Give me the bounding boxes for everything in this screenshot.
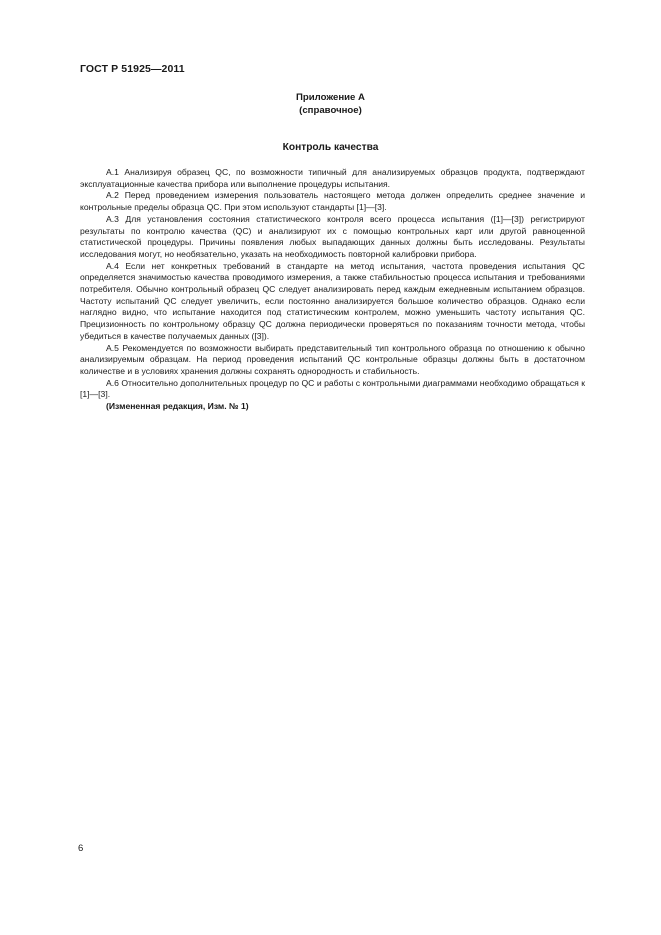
paragraph-a6: А.6 Относительно дополнительных процедур по QC и работы с контрольными диаграммами необходимо обращаться к [1]—[3]. <box>80 377 585 400</box>
document-body <box>80 167 585 413</box>
appendix-label: Приложение А <box>296 92 365 103</box>
amendment-note: (Измененная редакция, Изм. № 1) <box>106 401 249 412</box>
appendix-type: (справочное) <box>299 104 362 116</box>
paragraph-a1: А.1 Анализируя образец QC, по возможности типичный для анализируемых образцов продукта, подтверждают эксплуатационные качества прибора или выполнение процедуры испытания. <box>80 167 585 189</box>
paragraph-a2: А.2 Перед проведением измерения пользователь настоящего метода должен определить среднее значение и контрольные пределы образца QC. При этом используют стандарты [1]—[3]. <box>80 190 585 213</box>
section-title: Контроль качества <box>282 142 379 153</box>
page-number: 6 <box>78 843 84 854</box>
paragraph-a5: А.5 Рекомендуется по возможности выбирать представительный тип контрольного образца по отношению к обычно анализируемым образцам. На период проведения испытаний QC контрольные образцы должны быть в достаточном количестве и в условиях хранения должны сохранять однородность и стабильность. <box>80 342 585 376</box>
paragraph-a4: А.4 Если нет конкретных требований в стандарте на метод испытания, частота проведения испытания QC определяется значимостью качества проводимого измерения, а также стабильностью процесса испытания и требованиями потребителя. Обычно контрольный образец QC следует анализировать перед каждым ежедневным испытанием образцов. Частоту испытаний QC следует увеличить, если постоянно анализируется большое количество образцов. Однако если наглядно видно, что испытание находится под статистическим контролем, можно уменьшить частоту испытания QC. Прецизионность по контрольному образцу QC должна периодически проверяться по показаниям точности метода, чтобы убедиться в качестве получаемых данных ([3]). <box>80 260 585 341</box>
paragraph-a3: А.3 Для установления состояния статистического контроля всего процесса испытания ([1]—[3]) регистрируют результаты по контролю качества (QC) и анализируют их с помощью контрольных карт или другой равноценной статистической процедуры. Причины появления любых выпадающих данных должны быть исследованы. Результаты исследования могут, но необязательно, указать на необходимость повторной калибровки прибора. <box>80 213 585 259</box>
appendix-heading <box>0 92 661 117</box>
document-code: ГОСТ Р 51925—2011 <box>80 63 185 75</box>
